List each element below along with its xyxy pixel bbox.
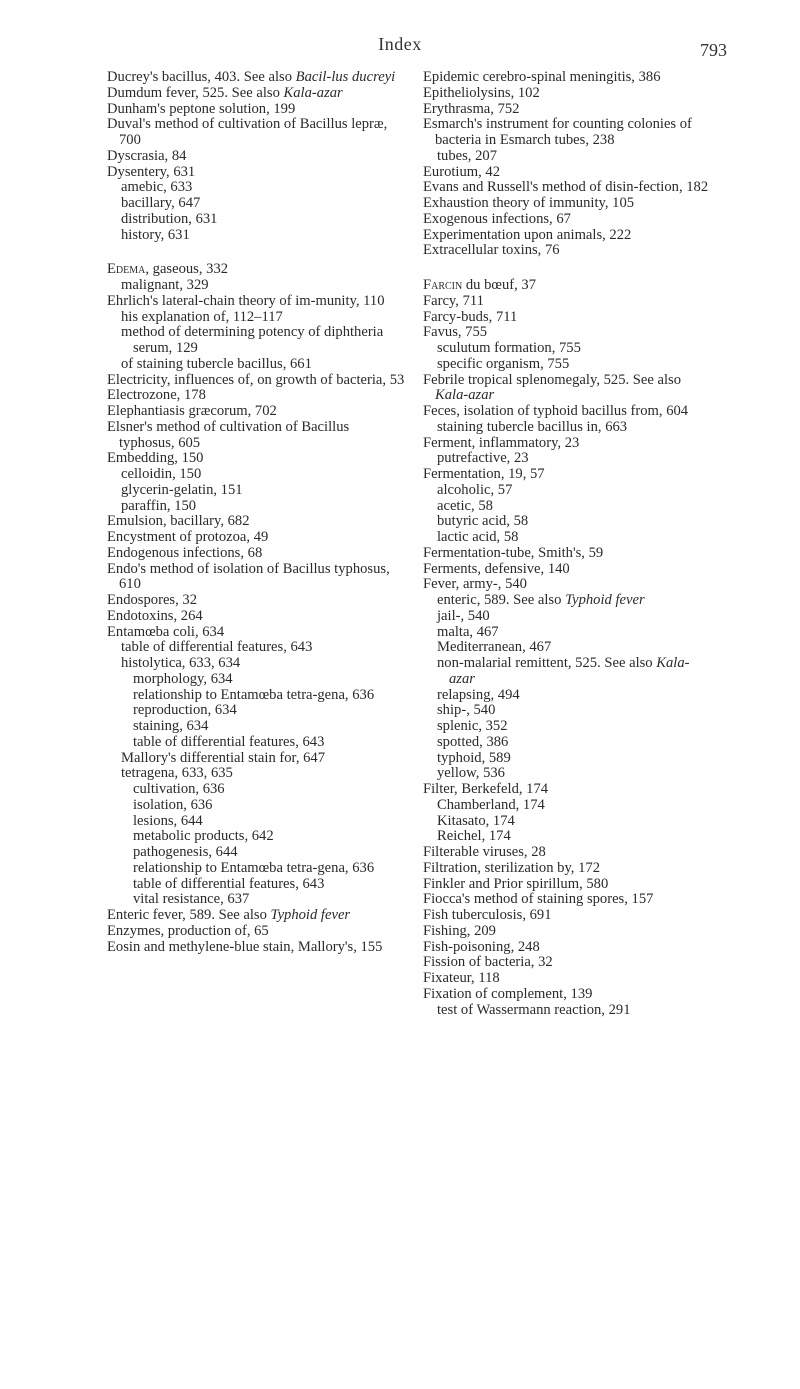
index-entry <box>423 924 715 940</box>
entry-see-also: Typhoid fever <box>565 592 645 608</box>
entry-text: specific organism, 755 <box>437 355 570 372</box>
index-entry <box>107 262 407 278</box>
index-entry <box>107 404 407 420</box>
entry-text: relationship to Entamœba tetra-gena, 636 <box>133 859 375 876</box>
entry-text: test of Wassermann reaction, 291 <box>437 1001 631 1018</box>
index-subentry <box>107 357 407 373</box>
index-subentry <box>107 325 407 357</box>
entry-text: Eosin and methylene-blue stain, Mallory's, 155 <box>107 938 383 955</box>
entry-text: Mallory's differential stain for, 647 <box>121 749 326 766</box>
index-subentry <box>423 609 715 625</box>
index-subentry <box>423 593 715 609</box>
entry-text: yellow, 536 <box>437 765 505 782</box>
index-entry <box>107 908 407 924</box>
entry-text: alcoholic, 57 <box>437 481 513 498</box>
entry-text: Epidemic cerebro-spinal meningitis, 386 <box>423 69 661 85</box>
index-subentry <box>107 861 407 877</box>
entry-text: malignant, 329 <box>121 277 209 293</box>
index-entry <box>423 436 715 452</box>
index-entry <box>107 117 407 149</box>
entry-text: table of differential features, 643 <box>121 639 313 656</box>
entry-see-also: Bacil-lus ducreyi <box>295 69 396 85</box>
index-subentry <box>107 672 407 688</box>
entry-text: Embedding, 150 <box>107 450 204 467</box>
index-subentry <box>107 877 407 893</box>
entry-smallcaps: Farcin <box>423 277 463 293</box>
entry-text: Ferments, defensive, 140 <box>423 560 570 577</box>
entry-text: Encystment of protozoa, 49 <box>107 529 269 545</box>
index-entry <box>107 530 407 546</box>
index-entry <box>423 892 715 908</box>
index-entry <box>107 514 407 530</box>
index-subentry <box>423 149 715 165</box>
entry-text: Elephantiasis græcorum, 702 <box>107 403 277 419</box>
index-subentry <box>423 688 715 704</box>
entry-text: Chamberland, 174 <box>437 796 545 813</box>
entry-text: malta, 467 <box>437 623 499 640</box>
entry-smallcaps: Edema <box>107 261 146 278</box>
index-entry <box>423 325 715 341</box>
entry-text: distribution, 631 <box>121 210 218 227</box>
entry-text: , gaseous, 332 <box>145 261 229 278</box>
index-subentry <box>107 196 407 212</box>
entry-text: Feces, isolation of typhoid bacillus from, 604 <box>423 403 689 419</box>
index-entry <box>107 546 407 562</box>
entry-text: paraffin, 150 <box>121 497 197 514</box>
entry-text: reproduction, 634 <box>133 702 237 719</box>
index-subentry <box>423 640 715 656</box>
index-entry <box>423 86 715 102</box>
index-subentry <box>107 688 407 704</box>
index-entry <box>423 908 715 924</box>
index-entry <box>423 940 715 956</box>
index-subentry <box>107 703 407 719</box>
index-entry <box>423 971 715 987</box>
entry-see-also: Typhoid fever <box>270 907 351 923</box>
index-entry <box>423 243 715 259</box>
entry-text: pathogenesis, 644 <box>133 844 238 860</box>
entry-text: Duval's method of cultivation of Bacillus lepræ, 700 <box>107 116 388 148</box>
entry-text: splenic, 352 <box>437 718 508 734</box>
index-entry <box>107 165 407 181</box>
entry-text: Endotoxins, 264 <box>107 607 203 624</box>
page-title: Index <box>378 34 422 54</box>
index-subentry <box>423 751 715 767</box>
index-entry <box>107 102 407 118</box>
index-subentry <box>423 530 715 546</box>
index-entry <box>423 987 715 1003</box>
entry-text: Ducrey's bacillus, 403. See also <box>107 69 296 85</box>
entry-text: Entamœba coli, 634 <box>107 623 225 640</box>
index-subentry <box>423 451 715 467</box>
entry-text: Electrozone, 178 <box>107 387 206 404</box>
index-entry <box>423 165 715 181</box>
entry-text: Reichel, 174 <box>437 828 511 845</box>
entry-text: history, 631 <box>121 226 190 243</box>
index-entry <box>107 940 407 956</box>
entry-text: Dyscrasia, 84 <box>107 147 187 164</box>
index-entry <box>107 562 407 594</box>
entry-text: vital resistance, 637 <box>133 891 250 908</box>
index-entry <box>107 609 407 625</box>
entry-text: Kitasato, 174 <box>437 812 515 829</box>
index-entry <box>107 420 407 452</box>
entry-text: Fermentation, 19, 57 <box>423 466 545 482</box>
entry-text: morphology, 634 <box>133 670 233 687</box>
section-gap <box>107 243 407 262</box>
index-subentry <box>107 640 407 656</box>
index-entry <box>107 294 407 310</box>
entry-text: Dysentery, 631 <box>107 163 196 180</box>
index-subentry <box>423 656 715 688</box>
index-entry <box>423 404 715 420</box>
index-entry <box>423 546 715 562</box>
entry-text: Farcy, 711 <box>423 292 484 309</box>
entry-text: histolytica, 633, 634 <box>121 655 241 671</box>
entry-text: Endo's method of isolation of Bacillus typhosus, 610 <box>107 560 390 593</box>
entry-text: typhoid, 589 <box>437 749 511 766</box>
entry-text: Ferment, inflammatory, 23 <box>423 434 580 451</box>
entry-text: Exhaustion theory of immunity, 105 <box>423 195 635 211</box>
entry-text: Fishing, 209 <box>423 922 496 939</box>
entry-text: bacillary, 647 <box>121 195 201 211</box>
index-entry <box>423 180 715 196</box>
entry-text: Filterable viruses, 28 <box>423 844 546 860</box>
index-entry <box>423 278 715 294</box>
entry-text: tubes, 207 <box>437 147 497 164</box>
index-entry <box>107 388 407 404</box>
index-subentry <box>423 766 715 782</box>
entry-text: his explanation of, 112–117 <box>121 308 283 325</box>
index-subentry <box>423 703 715 719</box>
index-subentry <box>423 735 715 751</box>
entry-text: Favus, 755 <box>423 324 488 341</box>
entry-text: of staining tubercle bacillus, 661 <box>121 355 312 372</box>
index-entry <box>423 228 715 244</box>
index-subentry <box>107 829 407 845</box>
entry-text: lactic acid, 58 <box>437 529 519 545</box>
entry-text: Enteric fever, 589. See also <box>107 907 271 923</box>
index-entry <box>107 373 407 389</box>
index-subentry <box>107 782 407 798</box>
index-entry <box>107 149 407 165</box>
entry-text: ship-, 540 <box>437 702 496 719</box>
index-subentry <box>423 514 715 530</box>
entry-text: Fermentation-tube, Smith's, 59 <box>423 544 604 561</box>
entry-text: du bœuf, 37 <box>462 277 537 293</box>
index-entry <box>423 117 715 149</box>
index-entry <box>107 451 407 467</box>
index-entry <box>107 70 407 86</box>
entry-see-also: Kala-azar <box>435 387 495 404</box>
index-subentry <box>107 798 407 814</box>
index-entry <box>423 294 715 310</box>
index-subentry <box>107 751 407 767</box>
index-subentry <box>107 483 407 499</box>
index-entry <box>423 196 715 212</box>
entry-text: Fish tuberculosis, 691 <box>423 907 552 923</box>
entry-text: Fiocca's method of staining spores, 157 <box>423 891 654 908</box>
entry-text: Eurotium, 42 <box>423 163 501 180</box>
entry-text: Ehrlich's lateral-chain theory of im-munity, 110 <box>107 292 385 309</box>
index-column-left <box>107 70 407 955</box>
entry-text: Dumdum fever, 525. See also <box>107 84 284 101</box>
entry-text: Evans and Russell's method of disin-fection, 182 <box>423 179 709 196</box>
index-entry <box>423 373 715 405</box>
entry-text: lesions, 644 <box>133 812 203 829</box>
index-subentry <box>423 483 715 499</box>
entry-text: Endogenous infections, 68 <box>107 544 263 561</box>
index-entry <box>423 310 715 326</box>
index-subentry <box>423 357 715 373</box>
entry-text: spotted, 386 <box>437 733 509 750</box>
entry-text: celloidin, 150 <box>121 466 202 482</box>
index-subentry <box>107 228 407 244</box>
entry-text: Fixation of complement, 139 <box>423 985 593 1002</box>
index-entry <box>423 577 715 593</box>
entry-text: Endospores, 32 <box>107 592 197 608</box>
index-entry <box>423 845 715 861</box>
index-subentry <box>107 656 407 672</box>
entry-text: table of differential features, 643 <box>133 733 325 750</box>
index-subentry <box>107 499 407 515</box>
index-entry <box>423 782 715 798</box>
entry-text: staining tubercle bacillus in, 663 <box>437 418 628 435</box>
entry-text: Elsner's method of cultivation of Bacillus typhosus, 605 <box>107 418 350 451</box>
entry-text: Emulsion, bacillary, 682 <box>107 513 250 530</box>
index-subentry <box>423 719 715 735</box>
entry-text: table of differential features, 643 <box>133 875 325 892</box>
entry-see-also: Kala-azar <box>449 655 690 687</box>
entry-text: Finkler and Prior spirillum, 580 <box>423 875 609 892</box>
entry-text: Exogenous infections, 67 <box>423 210 571 227</box>
entry-text: relationship to Entamœba tetra-gena, 636 <box>133 686 375 703</box>
entry-text: isolation, 636 <box>133 796 213 813</box>
index-entry <box>423 467 715 483</box>
entry-text: Fission of bacteria, 32 <box>423 954 553 971</box>
entry-text: metabolic products, 642 <box>133 828 274 845</box>
index-subentry <box>423 798 715 814</box>
index-entry <box>107 924 407 940</box>
entry-text: putrefactive, 23 <box>437 450 529 467</box>
index-subentry <box>107 735 407 751</box>
index-entry <box>107 625 407 641</box>
entry-text: sculutum formation, 755 <box>437 340 581 356</box>
index-subentry <box>423 341 715 357</box>
entry-text: Electricity, influences of, on growth of bacteria, 53 <box>107 371 405 388</box>
entry-text: Fish-poisoning, 248 <box>423 938 540 955</box>
entry-text: Fever, army-, 540 <box>423 576 527 593</box>
entry-text: butyric acid, 58 <box>437 513 529 530</box>
entry-text: Epitheliolysins, 102 <box>423 84 540 101</box>
entry-text: amebic, 633 <box>121 179 193 196</box>
index-entry <box>423 562 715 578</box>
index-subentry <box>107 766 407 782</box>
index-column-right <box>423 70 715 1018</box>
entry-text: staining, 634 <box>133 718 209 734</box>
entry-text: Filtration, sterilization by, 172 <box>423 859 600 876</box>
entry-text: Fixateur, 118 <box>423 970 500 986</box>
page-number: 793 <box>700 40 727 60</box>
index-subentry <box>107 467 407 483</box>
entry-see-also: Kala-azar <box>283 84 343 101</box>
index-entry <box>423 70 715 86</box>
entry-text: Farcy-buds, 711 <box>423 308 518 325</box>
entry-text: enteric, 589. See also <box>437 592 566 608</box>
index-subentry <box>423 1003 715 1019</box>
index-subentry <box>423 499 715 515</box>
entry-text: jail-, 540 <box>437 607 490 624</box>
index-subentry <box>107 845 407 861</box>
index-entry <box>423 212 715 228</box>
index-subentry <box>107 814 407 830</box>
index-subentry <box>423 420 715 436</box>
section-gap <box>423 259 715 278</box>
entry-text: Febrile tropical splenomegaly, 525. See also <box>423 371 682 388</box>
entry-text: non-malarial remittent, 525. See also <box>437 655 657 671</box>
index-subentry <box>107 892 407 908</box>
index-subentry <box>107 212 407 228</box>
index-subentry <box>107 719 407 735</box>
index-entry <box>423 861 715 877</box>
index-subentry <box>423 829 715 845</box>
index-subentry <box>107 180 407 196</box>
entry-text: acetic, 58 <box>437 497 493 514</box>
index-subentry <box>423 814 715 830</box>
index-subentry <box>423 625 715 641</box>
entry-text: relapsing, 494 <box>437 686 520 703</box>
entry-text: Enzymes, production of, 65 <box>107 922 269 939</box>
entry-text: Filter, Berkefeld, 174 <box>423 781 549 797</box>
index-entry <box>423 877 715 893</box>
entry-text: Mediterranean, 467 <box>437 639 552 656</box>
index-entry <box>423 102 715 118</box>
index-subentry <box>107 278 407 294</box>
entry-text: Erythrasma, 752 <box>423 100 520 117</box>
index-subentry <box>107 310 407 326</box>
index-entry <box>107 86 407 102</box>
entry-text: Experimentation upon animals, 222 <box>423 226 632 243</box>
entry-text: tetragena, 633, 635 <box>121 765 233 782</box>
entry-text: cultivation, 636 <box>133 781 225 797</box>
entry-text: Extracellular toxins, 76 <box>423 242 560 259</box>
entry-text: Dunham's peptone solution, 199 <box>107 100 296 117</box>
index-entry <box>107 593 407 609</box>
entry-text: glycerin-gelatin, 151 <box>121 481 243 498</box>
index-entry <box>423 955 715 971</box>
entry-text: method of determining potency of diphtheria serum, 129 <box>121 324 384 356</box>
entry-text: Esmarch's instrument for counting colonies of bacteria in Esmarch tubes, 238 <box>423 116 692 148</box>
